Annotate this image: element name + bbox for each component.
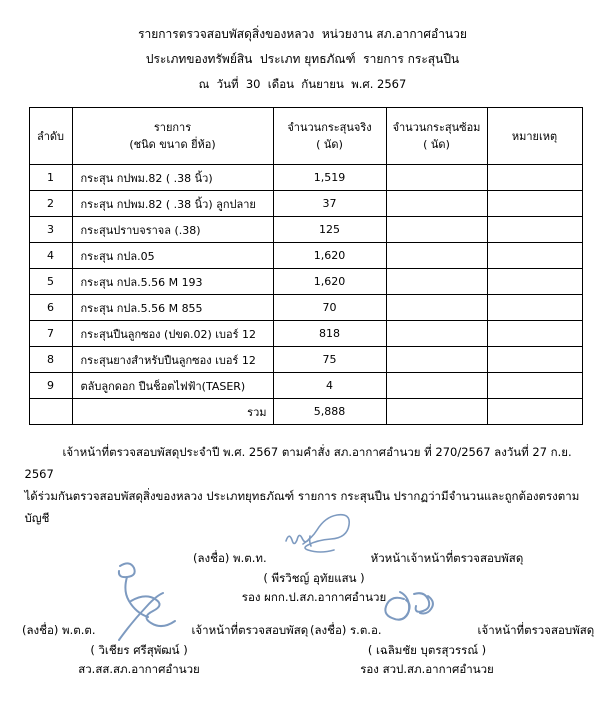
cell-real-rounds: 70 xyxy=(273,295,386,321)
heading-line-category: ประเภทของทรัพย์สิน ประเภท ยุทธภัณฑ์ รายการ กระสุนปืน xyxy=(145,52,460,66)
cell-description: กระสุน กปพม.82 ( .38 นิ้ว) ลูกปลาย xyxy=(72,191,273,217)
cell-real-rounds: 1,620 xyxy=(273,243,386,269)
signature-unit-head-inspector: รอง ผกก.ป.สภ.อากาศอำนวย xyxy=(241,590,387,604)
signature-block-inspector-left xyxy=(22,621,308,679)
signature-role-inspector-right: เจ้าหน้าที่ตรวจสอบพัสดุ xyxy=(477,623,595,637)
table-row xyxy=(29,217,582,243)
column-header-real-rounds-sub: ( นัด) xyxy=(316,138,343,151)
signature-name-inspector-left: ( วิเชียร ศรีสุพัฒน์ ) xyxy=(90,643,188,657)
inventory-table-body xyxy=(29,165,582,425)
cell-practice-rounds xyxy=(386,191,487,217)
signature-line-head-inspector xyxy=(193,549,523,568)
cell-real-rounds: 75 xyxy=(273,347,386,373)
cell-practice-rounds xyxy=(386,295,487,321)
table-row xyxy=(29,321,582,347)
cell-practice-rounds xyxy=(386,321,487,347)
cell-description: กระสุน กปล.05 xyxy=(72,243,273,269)
cell-real-rounds: 125 xyxy=(273,217,386,243)
heading-line-date: ณ วันที่ 30 เดือน กันยายน พ.ศ. 2567 xyxy=(198,77,407,91)
table-total-row xyxy=(29,399,582,425)
cell-remark xyxy=(487,269,582,295)
table-row xyxy=(29,165,582,191)
inspection-statement-line-1: เจ้าหน้าที่ตรวจสอบพัสดุประจำปี พ.ศ. 2567 ตามคำสั่ง สภ.อากาศอำนวย ที่ 270/2567 ลงวันที่ 27 ก.ย. 2567 xyxy=(24,445,572,481)
column-header-no-label: ลำดับ xyxy=(36,129,65,143)
table-row xyxy=(29,295,582,321)
column-header-practice-rounds xyxy=(386,108,487,165)
signature-prefix-head-inspector: (ลงชื่อ) พ.ต.ท. xyxy=(193,551,267,565)
column-header-practice-rounds-label: จำนวนกระสุนซ้อม xyxy=(392,121,481,134)
signature-prefix-inspector-left: (ลงชื่อ) พ.ต.ต. xyxy=(22,623,96,637)
cell-practice-rounds xyxy=(386,269,487,295)
document-heading xyxy=(0,0,605,97)
cell-description: กระสุนปราบจราจล (.38) xyxy=(72,217,273,243)
column-header-real-rounds xyxy=(273,108,386,165)
cell-real-rounds: 1,620 xyxy=(273,269,386,295)
table-row xyxy=(29,243,582,269)
cell-no: 3 xyxy=(29,217,72,243)
cell-real-rounds: 37 xyxy=(273,191,386,217)
cell-no: 5 xyxy=(29,269,72,295)
cell-description: ตลับลูกดอก ปืนช็อตไฟฟ้า(TASER) xyxy=(72,373,273,399)
cell-remark xyxy=(487,347,582,373)
cell-real-rounds: 1,519 xyxy=(273,165,386,191)
cell-practice-rounds xyxy=(386,347,487,373)
signature-name-inspector-right: ( เฉลิมชัย บุตรสุวรรณ์ ) xyxy=(367,643,487,657)
table-row xyxy=(29,191,582,217)
column-header-real-rounds-label: จำนวนกระสุนจริง xyxy=(287,121,372,134)
column-header-description-label: รายการ xyxy=(153,121,192,134)
cell-practice-rounds xyxy=(386,165,487,191)
total-real-rounds: 5,888 xyxy=(273,399,386,425)
signature-line-inspector-right xyxy=(310,621,594,640)
cell-practice-rounds xyxy=(386,373,487,399)
cell-no: 1 xyxy=(29,165,72,191)
column-header-remark xyxy=(487,108,582,165)
signature-unit-inspector-left: สว.สส.สภ.อากาศอำนวย xyxy=(78,662,200,676)
signature-block-inspector-right xyxy=(310,621,594,679)
inspection-statement xyxy=(25,441,581,529)
cell-no: 8 xyxy=(29,347,72,373)
cell-description: กระสุน กปล.5.56 M 193 xyxy=(72,269,273,295)
cell-remark xyxy=(487,321,582,347)
column-header-practice-rounds-sub: ( นัด) xyxy=(423,138,450,151)
signature-line-inspector-left xyxy=(22,621,308,640)
cell-remark xyxy=(487,217,582,243)
total-label: รวม xyxy=(72,399,273,425)
cell-description: กระสุนยางสำหรับปืนลูกซอง เบอร์ 12 xyxy=(72,347,273,373)
cell-no: 4 xyxy=(29,243,72,269)
cell-no: 7 xyxy=(29,321,72,347)
table-row xyxy=(29,269,582,295)
cell-remark xyxy=(487,295,582,321)
cell-no: 9 xyxy=(29,373,72,399)
table-row xyxy=(29,373,582,399)
total-cell-no xyxy=(29,399,72,425)
total-practice-rounds xyxy=(386,399,487,425)
column-header-description-sub: (ชนิด ขนาด ยี่ห้อ) xyxy=(129,138,216,151)
cell-no: 6 xyxy=(29,295,72,321)
column-header-remark-label: หมายเหตุ xyxy=(511,129,558,143)
column-header-no xyxy=(29,108,72,165)
cell-remark xyxy=(487,373,582,399)
signature-role-inspector-left: เจ้าหน้าที่ตรวจสอบพัสดุ xyxy=(191,623,309,637)
inventory-table xyxy=(29,107,583,425)
signature-role-head-inspector: หัวหน้าเจ้าหน้าที่ตรวจสอบพัสดุ xyxy=(370,551,524,565)
cell-remark xyxy=(487,165,582,191)
cell-no: 2 xyxy=(29,191,72,217)
cell-description: กระสุน กปล.5.56 M 855 xyxy=(72,295,273,321)
inventory-table-head xyxy=(29,108,582,165)
signature-name-head-inspector: ( พีรวิชญ์ อุทัยแสน ) xyxy=(263,571,365,585)
total-remark xyxy=(487,399,582,425)
cell-real-rounds: 4 xyxy=(273,373,386,399)
signature-block-head-inspector xyxy=(193,549,523,607)
signature-prefix-inspector-right: (ลงชื่อ) ร.ต.อ. xyxy=(310,623,382,637)
heading-line-title: รายการตรวจสอบพัสดุสิ่งของหลวง หน่วยงาน สภ.อากาศอำนวย xyxy=(138,27,467,41)
cell-remark xyxy=(487,243,582,269)
cell-remark xyxy=(487,191,582,217)
signature-section xyxy=(0,543,605,703)
cell-real-rounds: 818 xyxy=(273,321,386,347)
table-header-row xyxy=(29,108,582,165)
signature-unit-inspector-right: รอง สวป.สภ.อากาศอำนวย xyxy=(360,662,494,676)
inspection-statement-line-2: ได้ร่วมกันตรวจสอบพัสดุสิ่งของหลวง ประเภทยุทธภัณฑ์ รายการ กระสุนปืน ปรากฏว่ามีจำนวนและถูกต้องตรงตามบัญชี xyxy=(24,489,580,525)
cell-description: กระสุน กปพม.82 ( .38 นิ้ว) xyxy=(72,165,273,191)
cell-practice-rounds xyxy=(386,243,487,269)
cell-description: กระสุนปืนลูกซอง (ปขด.02) เบอร์ 12 xyxy=(72,321,273,347)
column-header-description xyxy=(72,108,273,165)
cell-practice-rounds xyxy=(386,217,487,243)
inventory-table-wrapper xyxy=(29,107,577,425)
table-row xyxy=(29,347,582,373)
